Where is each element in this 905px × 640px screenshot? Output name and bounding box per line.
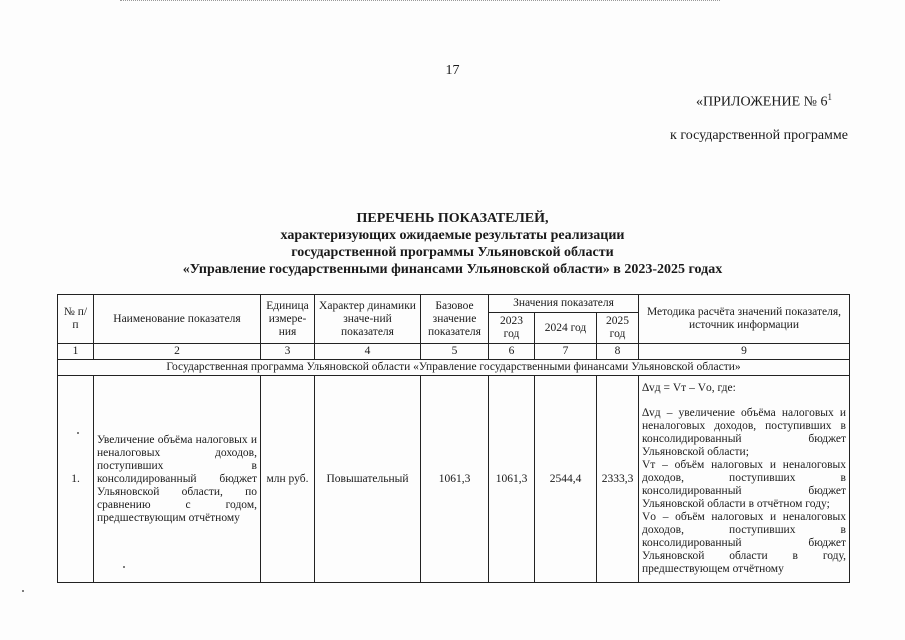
header-base: Базовое значение показателя	[421, 295, 489, 344]
header-row-1	[58, 295, 850, 313]
row-value-2025: 2333,3	[597, 376, 639, 583]
heading-line-3: государственной программы Ульяновской области	[291, 245, 614, 260]
header-year-2025: 2025 год	[597, 313, 639, 344]
method-definition-vt: Vт – объём налоговых и неналоговых доходов, поступивших в консолидированный бюджет Ульяновской области в отчётном году;	[642, 459, 846, 510]
scan-speck	[77, 432, 79, 434]
row-method	[639, 376, 850, 583]
column-number: 5	[421, 344, 489, 360]
appendix-subtitle: к государственной программе	[670, 128, 848, 143]
header-year-2023: 2023 год	[489, 313, 535, 344]
header-year-2024: 2024 год	[535, 313, 597, 344]
indicators-table	[57, 294, 850, 583]
row-num: 1.	[58, 376, 94, 583]
scan-speck	[123, 566, 125, 568]
row-value-2024: 2544,4	[535, 376, 597, 583]
appendix-title-text: «ПРИЛОЖЕНИЕ № 6	[696, 94, 828, 110]
row-value-2023: 1061,3	[489, 376, 535, 583]
column-number: 1	[58, 344, 94, 360]
column-number: 9	[639, 344, 850, 360]
column-number: 4	[315, 344, 421, 360]
row-base-value: 1061,3	[421, 376, 489, 583]
heading-line-2: характеризующих ожидаемые результаты реализации	[280, 228, 625, 243]
column-number: 8	[597, 344, 639, 360]
header-dynamics: Характер динамики значе-ний показателя	[315, 295, 421, 344]
column-number: 2	[94, 344, 261, 360]
section-row	[58, 360, 850, 376]
header-num: № п/п	[58, 295, 94, 344]
column-numbers-row	[58, 344, 850, 360]
appendix-title	[696, 92, 832, 111]
scan-artifact-line	[120, 0, 720, 3]
row-dynamics: Повышательный	[315, 376, 421, 583]
column-number: 7	[535, 344, 597, 360]
document-heading	[0, 210, 905, 278]
header-method: Методика расчёта значений показателя, источник информации	[639, 295, 850, 344]
row-unit: млн руб.	[261, 376, 315, 583]
method-formula: ∆vд = Vт – Vо, где:	[642, 382, 736, 394]
heading-line-1: ПЕРЕЧЕНЬ ПОКАЗАТЕЛЕЙ,	[356, 211, 549, 226]
column-number: 6	[489, 344, 535, 360]
row-indicator-name: Увеличение объёма налоговых и неналоговых доходов, поступивших в консолидированный бюджет Ульяновской области, по сравнению с годом, предшествующим отчётному	[94, 376, 261, 583]
page-number: 17	[445, 63, 460, 78]
header-values-group: Значения показателя	[489, 295, 639, 313]
table-row	[58, 376, 850, 583]
appendix-superscript: 1	[827, 92, 832, 102]
method-definition-delta: ∆vд – увеличение объёма налоговых и неналоговых доходов, поступивших в консолидированный бюджет Ульяновской области;	[642, 407, 846, 458]
section-title: Государственная программа Ульяновской области «Управление государственными финансами Ульяновской области»	[58, 360, 850, 376]
header-unit: Единица измере-ния	[261, 295, 315, 344]
header-name: Наименование показателя	[94, 295, 261, 344]
method-definition-vo: Vо – объём налоговых и неналоговых доходов, поступивших в консолидированный бюджет Ульяновской области в году, предшествующем отчётному	[642, 511, 846, 575]
heading-line-4: «Управление государственными финансами Ульяновской области» в 2023-2025 годах	[182, 262, 723, 277]
scan-speck	[22, 590, 24, 592]
column-number: 3	[261, 344, 315, 360]
